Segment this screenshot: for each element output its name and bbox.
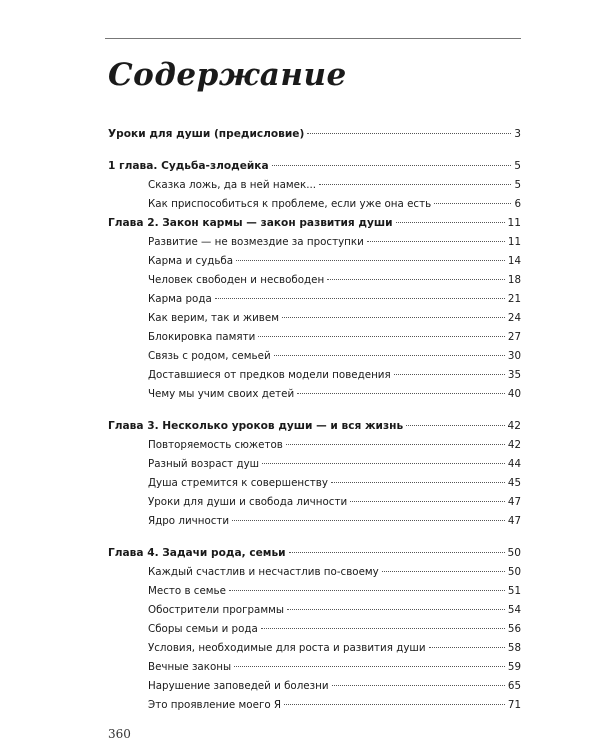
page-title: Содержание [108, 57, 347, 93]
dot-leader [261, 628, 505, 629]
toc-entry-title: Нарушение заповедей и болезни [148, 680, 329, 692]
toc-section-entry [108, 366, 521, 385]
toc-section-entry [108, 493, 521, 512]
toc-entry-page: 40 [507, 388, 521, 400]
toc-entry-page: 30 [507, 350, 521, 362]
dot-leader [394, 374, 505, 375]
toc-entry-page: 51 [507, 585, 521, 597]
dot-leader [262, 463, 505, 464]
toc-entry-title: Разный возраст душ [148, 458, 260, 470]
toc-section-entry [108, 582, 521, 601]
toc-chapter-entry [108, 214, 521, 233]
dot-leader [297, 393, 505, 394]
toc-entry-title: Доставшиеся от предков модели поведения [148, 369, 391, 381]
dot-leader [284, 704, 505, 705]
dot-leader [429, 647, 505, 648]
toc-section-entry [108, 347, 521, 366]
toc-entry-title: Уроки для души (предисловие) [108, 128, 305, 140]
toc-entry-title: Глава 3. Несколько уроков души — и вся жизнь [108, 420, 404, 432]
toc-section-entry [108, 601, 521, 620]
toc-section-entry [108, 252, 521, 271]
toc-chapter-entry [108, 544, 521, 563]
dot-leader [406, 425, 504, 426]
toc-section-entry [108, 620, 521, 639]
toc-entry-title: 1 глава. Судьба-злодейка [108, 160, 269, 172]
toc-section-entry [108, 563, 521, 582]
toc-entry-title: Условия, необходимые для роста и развития души [148, 642, 426, 654]
toc-entry-title: Обострители программы [148, 604, 285, 616]
toc-entry-title: Как верим, так и живем [148, 312, 279, 324]
dot-leader [289, 552, 505, 553]
toc-entry-page: 14 [507, 255, 521, 267]
toc-entry-page: 65 [507, 680, 521, 692]
toc-entry-page: 50 [507, 547, 521, 559]
toc-entry-page: 58 [507, 642, 521, 654]
dot-leader [282, 317, 505, 318]
toc-entry-page: 5 [514, 179, 521, 191]
toc-entry-page: 35 [507, 369, 521, 381]
toc-entry-title: Глава 4. Задачи рода, семьи [108, 547, 286, 559]
dot-leader [319, 184, 511, 185]
toc-entry-title: Ядро личности [148, 515, 230, 527]
toc-chapter-entry [108, 157, 521, 176]
toc-section-entry [108, 233, 521, 252]
toc-entry-page: 6 [514, 198, 521, 210]
toc-entry-page: 11 [507, 236, 521, 248]
toc-chapter-entry [108, 417, 521, 436]
toc-entry-page: 44 [507, 458, 521, 470]
toc-entry-title: Как приспособиться к проблеме, если уже она есть [148, 198, 432, 210]
toc-entry-page: 5 [514, 160, 521, 172]
toc-entry-title: Развитие — не возмездие за проступки [148, 236, 364, 248]
toc-entry-title: Повторяемость сюжетов [148, 439, 283, 451]
toc-entry-page: 42 [507, 420, 521, 432]
dot-leader [307, 133, 511, 134]
toc-section-entry [108, 385, 521, 404]
toc-entry-page: 24 [507, 312, 521, 324]
dot-leader [229, 590, 505, 591]
page-number: 360 [108, 727, 131, 741]
dot-leader [396, 222, 505, 223]
toc-entry-page: 21 [507, 293, 521, 305]
toc-section-entry [108, 455, 521, 474]
toc-section-entry [108, 639, 521, 658]
toc-entry-page: 27 [507, 331, 521, 343]
toc-section-entry [108, 271, 521, 290]
toc-chapter-entry [108, 125, 521, 144]
toc-section-entry [108, 512, 521, 531]
dot-leader [236, 260, 505, 261]
dot-leader [287, 609, 505, 610]
toc-entry-page: 47 [507, 515, 521, 527]
toc-entry-title: Это проявление моего Я [148, 699, 282, 711]
table-of-contents [108, 125, 521, 715]
dot-leader [258, 336, 505, 337]
toc-entry-page: 54 [507, 604, 521, 616]
toc-entry-title: Сборы семьи и рода [148, 623, 258, 635]
toc-entry-page: 11 [507, 217, 521, 229]
toc-entry-title: Уроки для души и свобода личности [148, 496, 348, 508]
toc-entry-page: 50 [507, 566, 521, 578]
toc-entry-title: Глава 2. Закон кармы — закон развития души [108, 217, 393, 229]
toc-section-entry [108, 328, 521, 347]
top-rule [105, 38, 521, 39]
toc-entry-title: Связь с родом, семьей [148, 350, 271, 362]
toc-section-entry [108, 474, 521, 493]
dot-leader [286, 444, 505, 445]
dot-leader [215, 298, 505, 299]
dot-leader [367, 241, 505, 242]
dot-leader [382, 571, 505, 572]
dot-leader [434, 203, 511, 204]
toc-entry-title: Каждый счастлив и несчастлив по-своему [148, 566, 379, 578]
toc-section-entry [108, 677, 521, 696]
toc-entry-title: Место в семье [148, 585, 226, 597]
toc-entry-page: 47 [507, 496, 521, 508]
toc-entry-title: Карма рода [148, 293, 212, 305]
dot-leader [332, 685, 505, 686]
toc-entry-title: Вечные законы [148, 661, 232, 673]
toc-entry-page: 45 [507, 477, 521, 489]
toc-section-entry [108, 195, 521, 214]
toc-section-entry [108, 290, 521, 309]
dot-leader [232, 520, 505, 521]
toc-entry-title: Карма и судьба [148, 255, 234, 267]
toc-entry-title: Чему мы учим своих детей [148, 388, 295, 400]
dot-leader [234, 666, 505, 667]
toc-section-entry [108, 176, 521, 195]
toc-entry-page: 59 [507, 661, 521, 673]
toc-entry-title: Сказка ложь, да в ней намек... [148, 179, 317, 191]
toc-entry-title: Блокировка памяти [148, 331, 256, 343]
toc-entry-title: Человек свободен и несвободен [148, 274, 325, 286]
toc-entry-page: 3 [514, 128, 521, 140]
toc-entry-page: 18 [507, 274, 521, 286]
dot-leader [274, 355, 505, 356]
toc-section-entry [108, 696, 521, 715]
toc-section-entry [108, 309, 521, 328]
toc-entry-page: 56 [507, 623, 521, 635]
toc-entry-page: 71 [507, 699, 521, 711]
dot-leader [350, 501, 505, 502]
toc-section-entry [108, 658, 521, 677]
dot-leader [272, 165, 512, 166]
dot-leader [327, 279, 505, 280]
dot-leader [331, 482, 505, 483]
toc-section-entry [108, 436, 521, 455]
toc-entry-page: 42 [507, 439, 521, 451]
toc-entry-title: Душа стремится к совершенству [148, 477, 328, 489]
